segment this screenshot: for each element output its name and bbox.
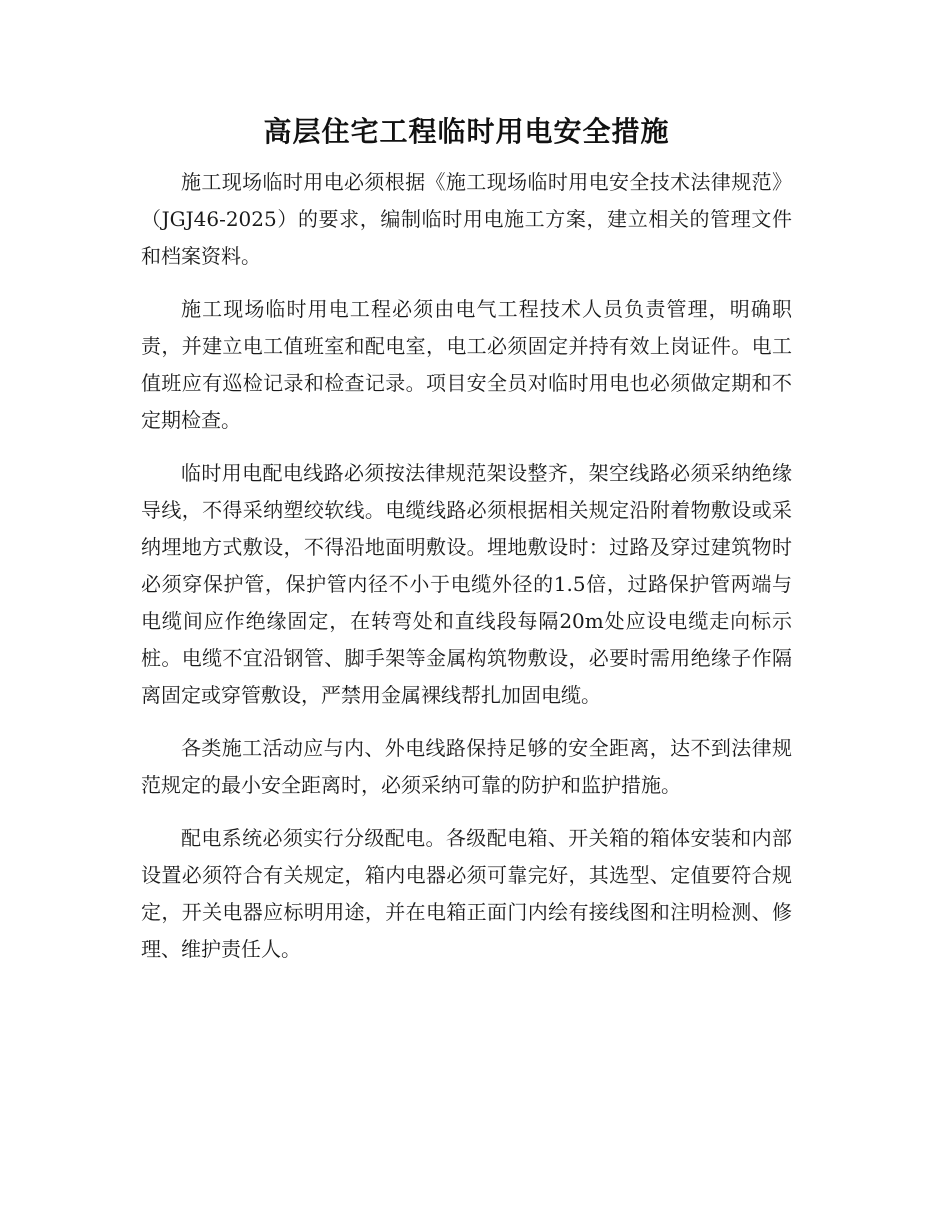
paragraph-1: 施工现场临时用电必须根据《施工现场临时用电安全技术法律规范》（JGJ46-2025）的要求，编制临时用电施工方案，建立相关的管理文件和档案资料。	[141, 170, 792, 268]
paragraph-4: 各类施工活动应与内、外电线路保持足够的安全距离，达不到法律规范规定的最小安全距离时，必须采纳可靠的防护和监护措施。	[141, 736, 792, 797]
document-title: 高层住宅工程临时用电安全措施	[263, 115, 670, 148]
paragraph-3: 临时用电配电线路必须按法律规范架设整齐，架空线路必须采纳绝缘导线，不得采纳塑绞软线。电缆线路必须根据相关规定沿附着物敷设或采纳埋地方式敷设，不得沿地面明敷设。埋地敷设时：过路及穿过建筑物时必须穿保护管，保护管内径不小于电缆外径的1.5倍，过路保护管两端与电缆间应作绝缘固定，在转弯处和直线段每隔20m处应设电缆走向标示桩。电缆不宜沿钢管、脚手架等金属构筑物敷设，必要时需用绝缘子作隔离固定或穿管敷设，严禁用金属裸线帮扎加固电缆。	[141, 461, 792, 707]
paragraph-2: 施工现场临时用电工程必须由电气工程技术人员负责管理，明确职责，并建立电工值班室和配电室，电工必须固定并持有效上岗证件。电工值班应有巡检记录和检查记录。项目安全员对临时用电也必须做定期和不定期检查。	[141, 297, 792, 432]
paragraph-5: 配电系统必须实行分级配电。各级配电箱、开关箱的箱体安装和内部设置必须符合有关规定，箱内电器必须可靠完好，其选型、定值要符合规定，开关电器应标明用途，并在电箱正面门内绘有接线图和注明检测、修理、维护责任人。	[141, 826, 792, 961]
